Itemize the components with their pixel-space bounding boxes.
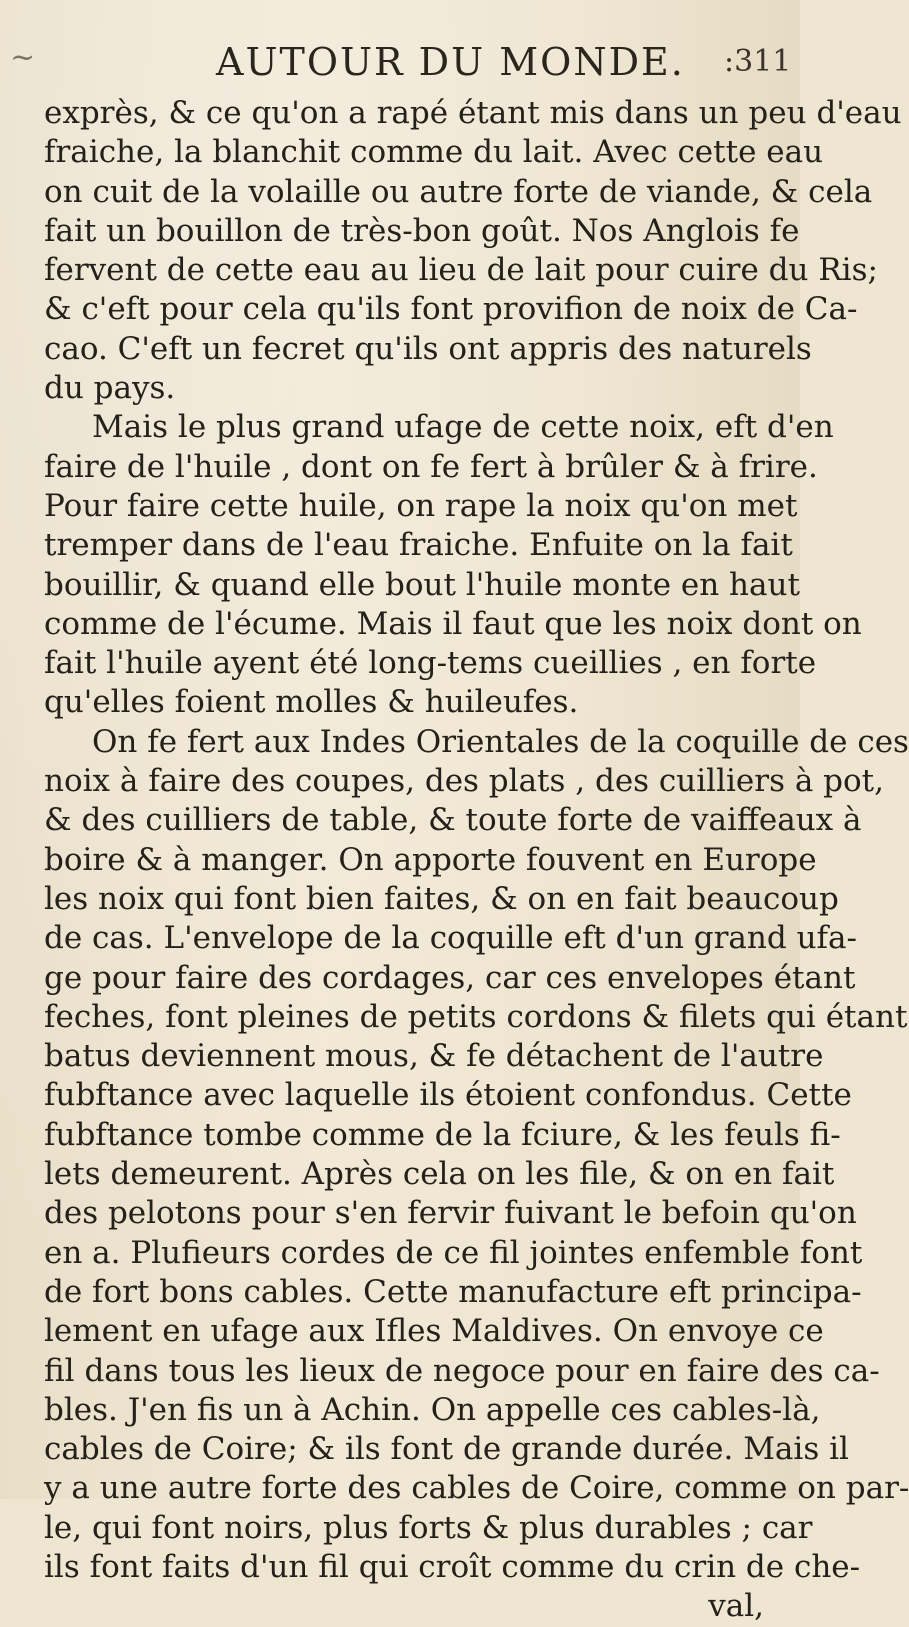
text-line: de cas. L'envelope de la coquille eft d'un grand ufa- bbox=[44, 920, 857, 957]
paragraph-start-line: Mais le plus grand ufage de cette noix, eft d'en bbox=[92, 409, 834, 446]
text-line: & des cuilliers de table, & toute forte de vaiffeaux à bbox=[44, 802, 862, 839]
text-line: cao. C'eft un fecret qu'ils ont appris des naturels bbox=[44, 330, 812, 367]
text-line: en a. Plufieurs cordes de ce fil jointes enfemble font bbox=[44, 1234, 863, 1271]
text-line: noix à faire des coupes, des plats , des cuilliers à pot, bbox=[44, 763, 884, 800]
text-line: fil dans tous les lieux de negoce pour en faire des ca- bbox=[44, 1352, 880, 1389]
catchword: val, bbox=[708, 1588, 764, 1625]
text-line: bouillir, & quand elle bout l'huile monte en haut bbox=[44, 566, 800, 603]
text-line: le, qui font noirs, plus forts & plus durables ; car bbox=[44, 1509, 813, 1546]
text-line: fait un bouillon de très-bon goût. Nos Anglois fe bbox=[44, 212, 800, 249]
text-line: lets demeurent. Après cela on les file, & on en fait bbox=[44, 1156, 835, 1193]
text-line: feches, font pleines de petits cordons & filets qui étant bbox=[44, 998, 908, 1035]
page-header bbox=[0, 40, 800, 90]
text-line: qu'elles foient molles & huileufes. bbox=[44, 684, 579, 721]
text-line: batus deviennent mous, & fe détachent de l'autre bbox=[44, 1038, 824, 1075]
text-line: comme de l'écume. Mais il faut que les noix dont on bbox=[44, 605, 862, 642]
text-line: fraiche, la blanchit comme du lait. Avec cette eau bbox=[44, 134, 824, 171]
text-line: cables de Coire; & ils font de grande durée. Mais il bbox=[44, 1431, 849, 1468]
text-line: fubftance avec laquelle ils étoient confondus. Cette bbox=[44, 1077, 852, 1114]
text-line: y a une autre forte des cables de Coire, comme on par- bbox=[44, 1470, 909, 1507]
text-line: lement en ufage aux Ifles Maldives. On envoye ce bbox=[44, 1313, 824, 1350]
text-line: de fort bons cables. Cette manufacture eft principa- bbox=[44, 1273, 862, 1310]
text-line: fubftance tombe comme de la fciure, & les feuls fi- bbox=[44, 1116, 841, 1153]
text-line: du pays. bbox=[44, 370, 176, 407]
text-line: tremper dans de l'eau fraiche. Enfuite on la fait bbox=[44, 527, 793, 564]
text-line: fait l'huile ayent été long-tems cueillies , en forte bbox=[44, 645, 817, 682]
text-line: ils font faits d'un fil qui croît comme du crin de che- bbox=[44, 1548, 861, 1585]
paragraph-start-line: On fe fert aux Indes Orientales de la coquille de ces bbox=[92, 723, 909, 760]
running-title: AUTOUR DU MONDE. bbox=[216, 40, 685, 84]
body-text bbox=[44, 94, 909, 1627]
text-line: faire de l'huile , dont on fe fert à brûler & à frire. bbox=[44, 448, 818, 485]
text-line: Pour faire cette huile, on rape la noix qu'on met bbox=[44, 487, 798, 524]
text-line: boire & à manger. On apporte fouvent en Europe bbox=[44, 841, 817, 878]
text-line: les noix qui font bien faites, & on en fait beaucoup bbox=[44, 880, 839, 917]
text-line: bles. J'en fis un à Achin. On appelle ces cables-là, bbox=[44, 1391, 821, 1428]
text-line: on cuit de la volaille ou autre forte de viande, & cela bbox=[44, 173, 873, 210]
text-line: exprès, & ce qu'on a rapé étant mis dans un peu d'eau bbox=[44, 95, 902, 131]
text-line: des pelotons pour s'en fervir fuivant le befoin qu'on bbox=[44, 1195, 857, 1232]
page-mark: ~ bbox=[10, 40, 36, 75]
page-number: :311 bbox=[724, 44, 792, 79]
text-line: & c'eft pour cela qu'ils font provifion de noix de Ca- bbox=[44, 291, 858, 328]
text-line: fervent de cette eau au lieu de lait pour cuire du Ris; bbox=[44, 252, 878, 289]
text-line: ge pour faire des cordages, car ces envelopes étant bbox=[44, 959, 856, 996]
